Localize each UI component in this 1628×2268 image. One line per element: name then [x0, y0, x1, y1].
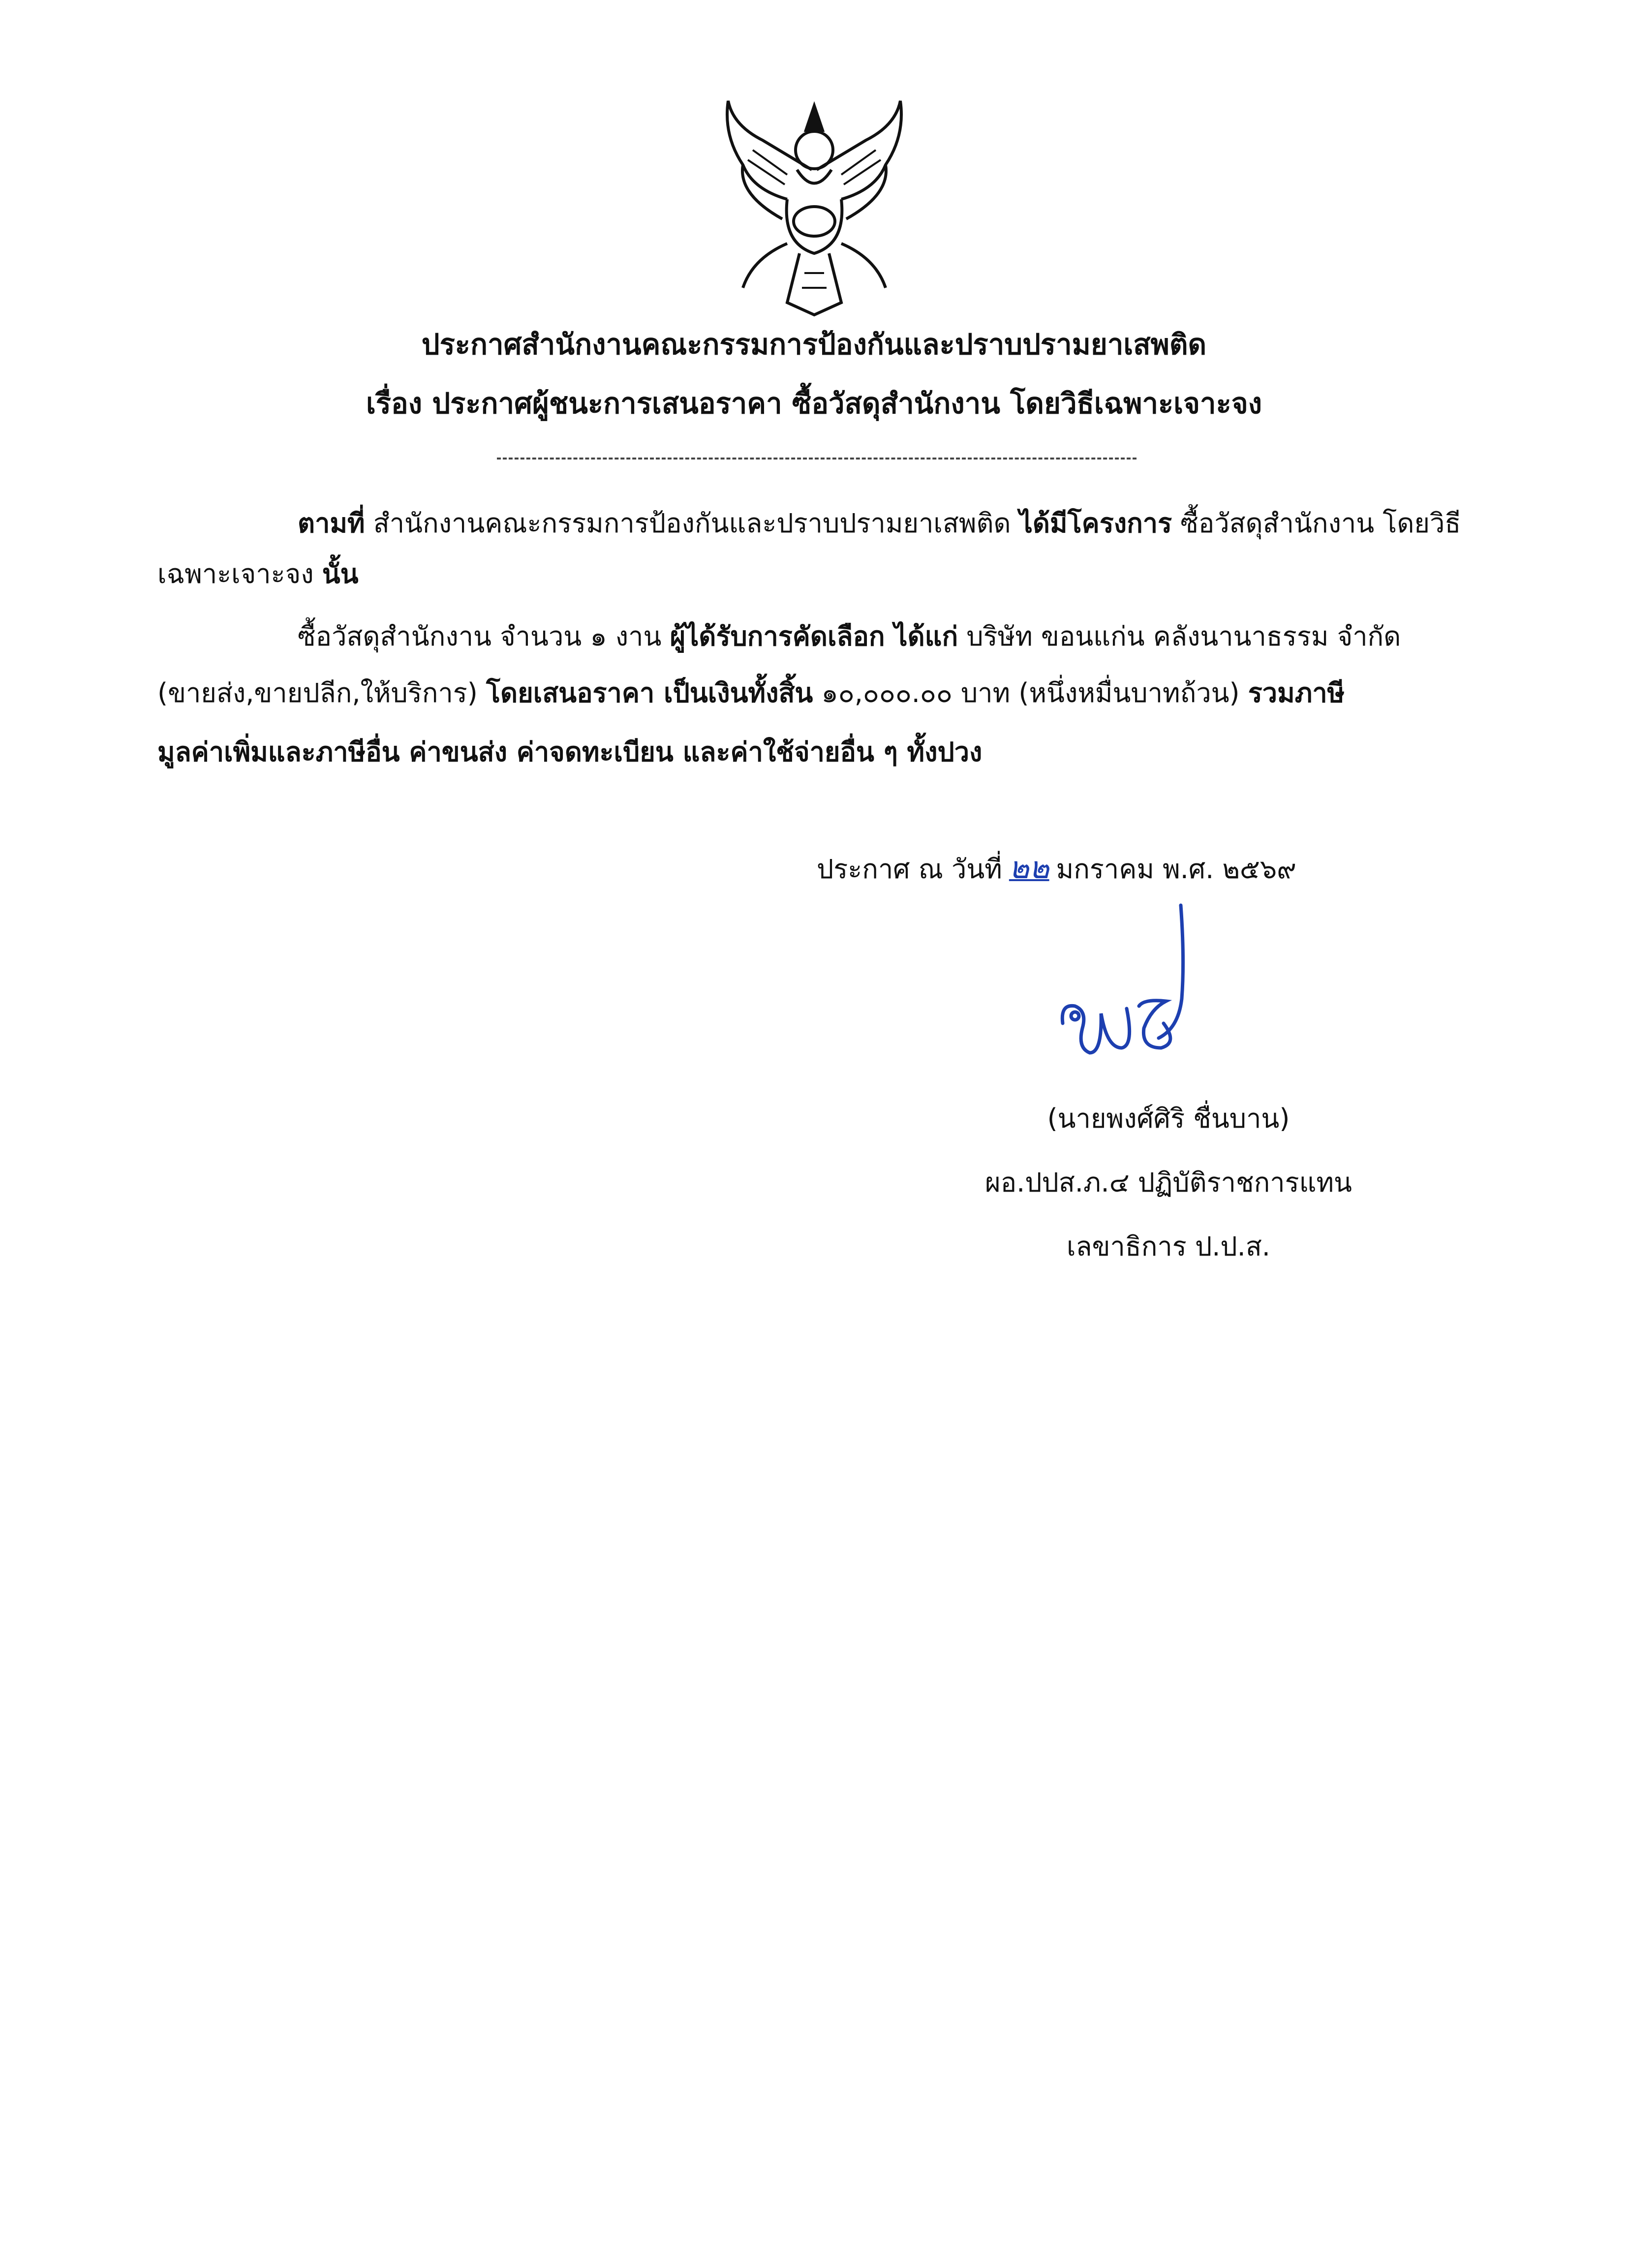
p2-item: ซื้อวัสดุสำนักงาน จำนวน ๑ งาน — [298, 621, 670, 652]
paragraph-1-line-1 — [298, 504, 1461, 543]
handwritten-day: ๒๒ — [1009, 850, 1049, 886]
p1-method: เฉพาะเจาะจง — [157, 558, 322, 589]
signatory-name: (นายพงศ์ศิริ ชื่นบาน) — [1047, 1103, 1290, 1134]
p2-company: บริษัท ขอนแก่น คลังนานาธรรม จำกัด — [958, 621, 1401, 652]
p2-business-type: (ขายส่ง,ขายปลีก,ให้บริการ) — [157, 677, 487, 708]
signature — [1053, 900, 1220, 1077]
p2-amount: ๑๐,๐๐๐.๐๐ บาท (หนึ่งหมื่นบาทถ้วน) — [813, 677, 1248, 708]
date-prefix: ประกาศ ณ วันที่ — [817, 854, 1002, 885]
date-month-year: มกราคม พ.ศ. ๒๕๖๙ — [1056, 854, 1296, 885]
p1-keyword-project: ได้มีโครงการ — [1019, 508, 1172, 539]
p1-agency: สำนักงานคณะกรรมการป้องกันและปราบปรามยาเสพติด — [365, 508, 1019, 539]
p1-keyword-nan: นั้น — [322, 558, 359, 589]
signatory-position: ผอ.ปปส.ภ.๔ ปฏิบัติราชการแทน — [985, 1167, 1352, 1198]
separator-line — [497, 458, 1137, 460]
p2-keyword-selected: ผู้ได้รับการคัดเลือก ได้แก่ — [670, 621, 958, 652]
paragraph-1-line-2 — [157, 555, 359, 593]
announcement-date — [817, 849, 1296, 889]
p1-keyword-tamthi: ตามที่ — [298, 508, 365, 539]
paragraph-2-line-2 — [157, 674, 1345, 712]
announcement-title: ประกาศสำนักงานคณะกรรมการป้องกันและปราบปรามยาเสพติด — [421, 328, 1207, 361]
p2-keyword-price: โดยเสนอราคา เป็นเงินทั้งสิ้น — [486, 677, 813, 708]
p1-project-text: ซื้อวัสดุสำนักงาน โดยวิธี — [1172, 508, 1461, 539]
garuda-emblem — [713, 96, 915, 320]
paragraph-2-line-1 — [298, 617, 1401, 656]
announcement-subject: เรื่อง ประกาศผู้ชนะการเสนอราคา ซื้อวัสดุสำนักงาน โดยวิธีเฉพาะเจาะจง — [366, 387, 1262, 420]
paragraph-2-line-3 — [157, 733, 982, 771]
p2-keyword-tax: รวมภาษี — [1248, 677, 1345, 708]
p2-tax-text: มูลค่าเพิ่มและภาษีอื่น ค่าขนส่ง ค่าจดทะเบียน และค่าใช้จ่ายอื่น ๆ ทั้งปวง — [157, 736, 983, 767]
signatory-title: เลขาธิการ ป.ป.ส. — [1067, 1231, 1270, 1262]
